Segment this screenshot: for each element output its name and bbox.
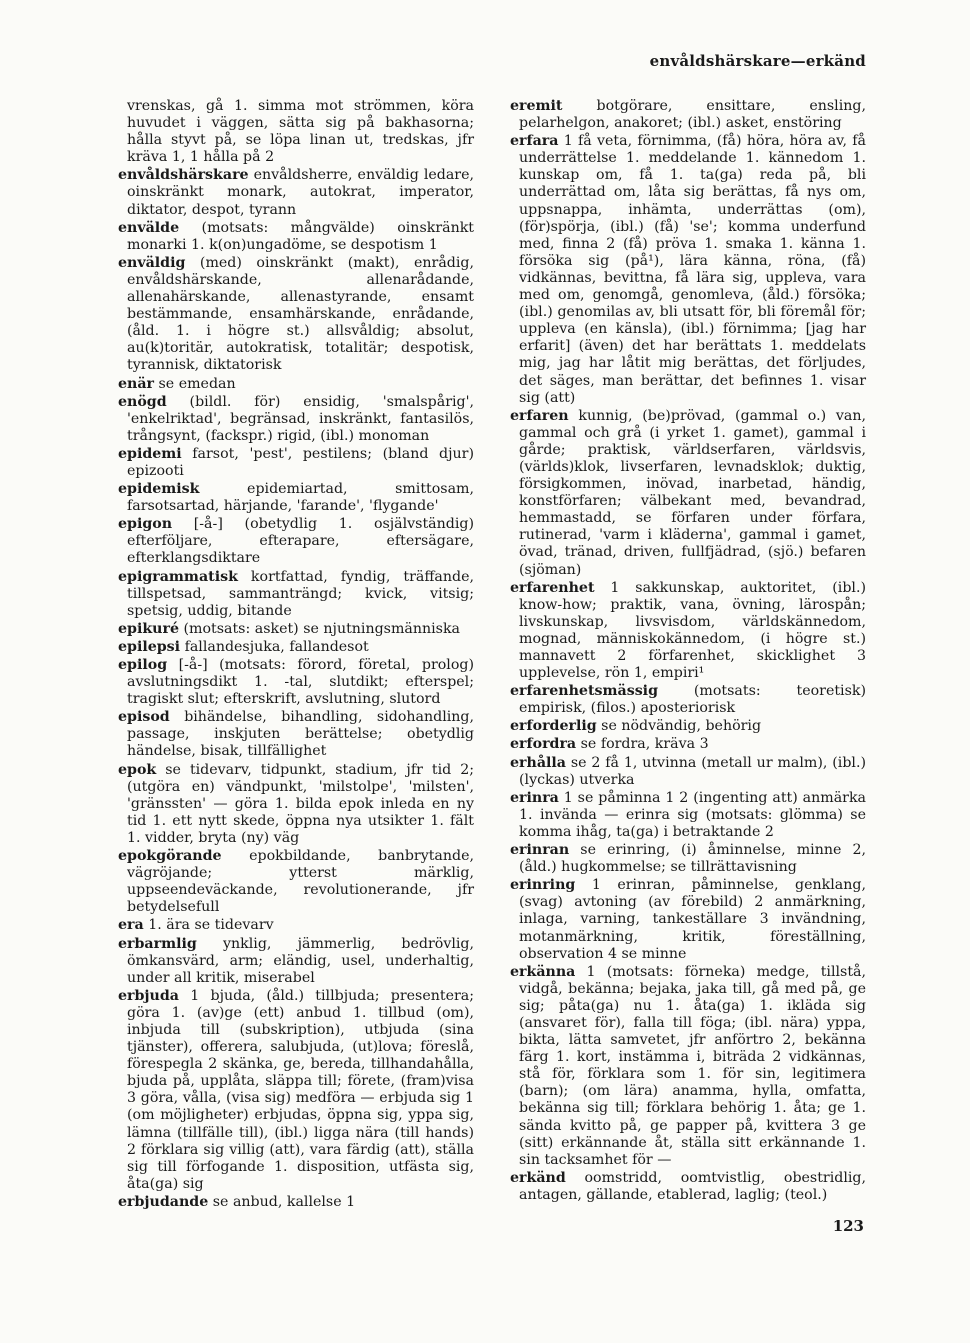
dictionary-entry: [510, 408, 866, 579]
entry-definition: epokbildande, banbrytande, vägröjande; ytterst märklig, uppseendeväckande, revolutionerande, jfr betydelsefull: [127, 848, 474, 916]
entry-definition: (motsats: teoretisk) empirisk, (filos.) aposteriorisk: [519, 683, 866, 717]
entry-headword: erinran: [510, 842, 570, 859]
entry-headword: episod: [118, 709, 170, 726]
entry-definition: se 2 få 1, utvinna (metall ur malm), (ibl.) (lyckas) utverka: [519, 754, 866, 788]
dictionary-entry: [510, 842, 866, 876]
dictionary-entry: [510, 133, 866, 407]
entry-headword: era: [118, 917, 144, 934]
right-column: [510, 98, 866, 1205]
entry-definition: oomstridd, oomtvistlig, obestridlig, antagen, gällande, etablerad, laglig; (teol.): [519, 1169, 866, 1203]
entry-headword: envåldshärskare: [118, 167, 249, 184]
left-column: [118, 98, 474, 1212]
dictionary-entry: [510, 877, 866, 962]
dictionary-entry: [510, 790, 866, 841]
entry-headword: envälde: [118, 219, 180, 236]
dictionary-entry: [118, 255, 474, 375]
entry-headword: erbjudande: [118, 1193, 209, 1210]
entry-headword: erkänd: [510, 1169, 566, 1186]
entry-definition: 1 se påminna 1 2 (ingenting att) anmärka 1. invända — erinra sig (motsats: glömma) se komma ihåg, ta(ga) i betraktande 2: [519, 789, 866, 840]
running-head: envåldshärskare—erkänd: [649, 52, 866, 70]
entry-definition: (motsats: mångvälde) oinskränkt monarki 1. k(on)ungadöme, se despotism 1: [127, 219, 474, 253]
dictionary-entry: [118, 446, 474, 480]
entry-headword: epigon: [118, 516, 173, 533]
dictionary-entry: [118, 376, 474, 393]
entry-definition: se emedan: [154, 375, 236, 392]
dictionary-entry: [118, 762, 474, 847]
dictionary-entry: [118, 988, 474, 1193]
entry-headword: epikuré: [118, 620, 179, 637]
dictionary-entry: [118, 639, 474, 656]
entry-headword: erfarenhet: [510, 579, 595, 596]
entry-headword: eremit: [510, 98, 563, 114]
entry-definition: [-å-] (motsats: förord, företal, prolog) avslutningsdikt 1. -tal, slutdikt; efterspel; tragiskt slut; efterskrift, avslutning, slutord: [127, 657, 474, 708]
entry-headword: erinring: [510, 877, 576, 894]
dictionary-entry: [118, 394, 474, 445]
entry-headword: erbarmlig: [118, 935, 197, 952]
entry-definition: se tidevarv, tidpunkt, stadium, jfr tid 2; (utgöra en) vändpunkt, 'milstolpe', 'milsten', 'gränssten' — göra 1. bilda epok inleda en ny tid 1. ett nytt skede, öppna nya utsikter 1. fält 1. vidder, bryta (ny) väg: [127, 761, 474, 846]
dictionary-entry: [510, 736, 866, 753]
entry-definition: ynklig, jämmerlig, bedrövlig, ömkansvärd, arm; eländig, usel, underhaltig, under all kritik, miserabel: [127, 935, 474, 986]
dictionary-entry: [510, 718, 866, 735]
entry-definition: se nödvändig, behörig: [596, 718, 762, 735]
entry-definition: 1 (motsats: förneka) medge, tillstå, vidgå, bekänna; bejaka, jaka till, gå med på, ge sig; påta(ga) nu 1. åta(ga) 1. ikläda sig (ansvaret för), falla till föga; (ibl. nära) yppa, bikta, lätta samvetet, jfr anförtro 2, bekänna färg 1. kort, instämma i, biträda 2 vidkännas, stå för, förklara som 1. för sin, legitimera (barn); (om lära) anamma, hylla, omfatta, bekänna sig till; förklara behörig 1. åta; ge 1. sända kvitto på, ge papper på, kvittera 3 ge (sitt) erkännande åt, ställa sitt erkännande 1. sin tacksamhet för —: [519, 963, 866, 1168]
entry-definition: farsot, 'pest', pestilens; (bland djur) epizooti: [127, 445, 474, 479]
entry-headword: epidemisk: [118, 481, 200, 498]
dictionary-entry: [510, 964, 866, 1169]
entry-definition: envåldsherre, enväldig ledare, oinskränkt monark, autokrat, imperator, diktator, despot, tyrann: [127, 167, 474, 218]
dictionary-entry: [118, 848, 474, 916]
dictionary-entry: [510, 683, 866, 717]
entry-headword: enväldig: [118, 254, 186, 271]
entry-headword: epok: [118, 761, 157, 778]
entry-definition: 1 erinran, påminnelse, genklang, (svag) avtoning (av förebild) 2 anmärkning, inlaga, varning, tankeställare 3 invändning, motanmärkning, kritik, föreställning, observation 4 se minne: [519, 877, 866, 962]
entry-definition: se anbud, kallelse 1: [208, 1193, 356, 1210]
dictionary-entry: [118, 657, 474, 708]
entry-definition: epidemiartad, smittosam, farsotsartad, härjande, 'farande', 'flygande': [127, 481, 474, 515]
entry-headword: erfarenhetsmässig: [510, 683, 658, 700]
dictionary-entry: [118, 621, 474, 638]
dictionary-entry: [118, 220, 474, 254]
entry-headword: epigrammatisk: [118, 568, 238, 585]
entry-definition: (bildl. för) ensidig, 'smalspårig', 'enkelriktad', begränsad, inskränkt, fantasilös, trångsynt, (fackspr.) rigid, (ibl.) monoman: [127, 393, 474, 444]
dictionary-entry: [118, 917, 474, 934]
dictionary-entry: [118, 709, 474, 760]
entry-definition: [-å-] (obetydlig 1. osjälvständig) efterföljare, efterapare, eftersägare, efterklangsdiktare: [127, 516, 474, 567]
dictionary-entry: [118, 167, 474, 218]
entry-headword: erhålla: [510, 754, 566, 771]
entry-headword: epokgörande: [118, 848, 222, 865]
entry-headword: erinra: [510, 789, 559, 806]
entry-headword: erfara: [510, 133, 559, 150]
dictionary-entry: [118, 1194, 474, 1211]
entry-headword: erbjuda: [118, 987, 179, 1004]
entry-headword: erfaren: [510, 407, 569, 424]
entry-headword: enögd: [118, 393, 167, 410]
entry-definition: bihändelse, bihandling, sidohandling, passage, inskjuten berättelse; obetydlig händelse, bisak, tillfällighet: [127, 709, 474, 760]
entry-definition: 1 sakkunskap, auktoritet, (ibl.) know-how; praktik, vana, övning, lärospån; livskunskap, livsvisdom, världskännedom, mognad, människokännedom, (i högre st.) mannavett 2 förfarenhet, skicklighet 3 upplevelse, rön 1, empiri¹: [519, 579, 866, 682]
dictionary-entry: [510, 98, 866, 132]
entry-definition: kunnig, (be)prövad, (gammal o.) van, gammal och grå (i yrket 1. gamet), gammal i gårde; praktisk, världserfaren, världsvis, (världs)klok, livserfaren, levnadsklok; duktig, försigkommen, inövad, inarbetad, händig, konstförfaren; välbekant med, bevandrad, hemmastadd, se förfaren under förfara, rutinerad, 'varm i kläderna', gammal i gamet, övad, tränad, driven, fullfjädrad, (sjö.) befaren (sjöman): [519, 407, 866, 578]
entry-definition: (med) oinskränkt (makt), enrådig, envåldshärskande, allenarådande, allenahärskande, allenastyrande, ensamt bestämmande, ensamhärskande, enrådande, (åld. 1. i högre st.) allsvåldig; absolut, au(k)toritär, autokratisk, totalitär; despotisk, tyrannisk, diktatorisk: [127, 254, 474, 374]
page-number: 123: [832, 1217, 864, 1235]
dictionary-entry: [510, 580, 866, 683]
entry-definition: 1 få veta, förnimma, (få) höra, höra av, få underrättelse 1. meddelande 1. kännedom 1. kunskap om, få 1. ta(ga) reda på, bli underrättad om, låta sig berättas, få nys om, uppsnappa, inhämta, underrättas (om), (för)spörja, (ibl.) (få) 'se'; komma underfund med, finna 2 (få) pröva 1. smaka 1. känna 1. försöka sig (på¹), lära känna, röna, (få) vidkännas, bevittna, få lära sig, uppleva, vara med om, genomgå, genomleva, (åld.) försöka; (ibl.) genomilas av, bli utsatt för, bli föremål för; uppleva (en känsla), (ibl.) förnimma; [jag har erfarit] (även) det har berättats 1. meddelats mig, jag har låtit mig berättas, det förljudes, det säges, man berättar, det befinnes 1. visar sig (att): [519, 133, 866, 406]
entry-definition: 1. ära se tidevarv: [143, 917, 274, 934]
entry-definition: fallandesjuka, fallandesot: [180, 638, 369, 655]
entry-headword: erforderlig: [510, 718, 597, 735]
entry-headword: enär: [118, 375, 155, 392]
entry-headword: epilepsi: [118, 638, 181, 655]
entry-definition: 1 bjuda, (åld.) tillbjuda; presentera; göra 1. (av)ge (ett) anbud 1. tillbud (om), inbjuda till (subskription), utbjuda (sina tjänster), offerera, salubjuda, (ut)lova; föreslå, förespegla 2 skänka, ge, bereda, tillhandahålla, bjuda på, upplåta, släppa till; förete, (fram)visa 3 göra, vålla, (visa sig) medföra — erbjuda sig 1 (om möjligheter) erbjudas, öppna sig, yppa sig, lämna (tillfälle till), (ibl.) ligga nära (till hands) 2 förklara sig villig (att), vara färdig (att), ställa sig till förfogande 1. disposition, utfästa sig, åta(ga) sig: [127, 987, 474, 1192]
entry-headword: epidemi: [118, 445, 182, 462]
entry-definition: kortfattad, fyndig, träffande, tillspetsad, sammanträngd; kvick, vitsig; spetsig, uddig, bitande: [127, 568, 474, 619]
entry-headword: epilog: [118, 657, 168, 673]
entry-definition: botgörare, ensittare, ensling, pelarhelgon, anakoret; (ibl.) asket, enstöring: [519, 98, 866, 132]
dictionary-entry: [118, 481, 474, 515]
dictionary-entry: [510, 755, 866, 789]
entry-definition: se erinring, (i) åminnelse, minne 2, (åld.) hugkommelse; se tillrättavisning: [519, 842, 866, 876]
entry-definition: se fordra, kräva 3: [576, 736, 709, 753]
dictionary-entry: [118, 936, 474, 987]
dictionary-entry: [118, 98, 474, 166]
entry-headword: erfordra: [510, 736, 577, 753]
entry-definition: vrenskas, gå 1. simma mot strömmen, köra huvudet i väggen, sätta sig på bakhasorna; hålla styvt på, se löpa linan ut, tredskas, jfr kräva 1, 1 hålla på 2: [127, 98, 474, 166]
dictionary-entry: [118, 516, 474, 567]
dictionary-entry: [510, 1170, 866, 1204]
dictionary-entry: [118, 569, 474, 620]
entry-headword: erkänna: [510, 963, 576, 980]
entry-definition: (motsats: asket) se njutningsmänniska: [178, 620, 461, 637]
